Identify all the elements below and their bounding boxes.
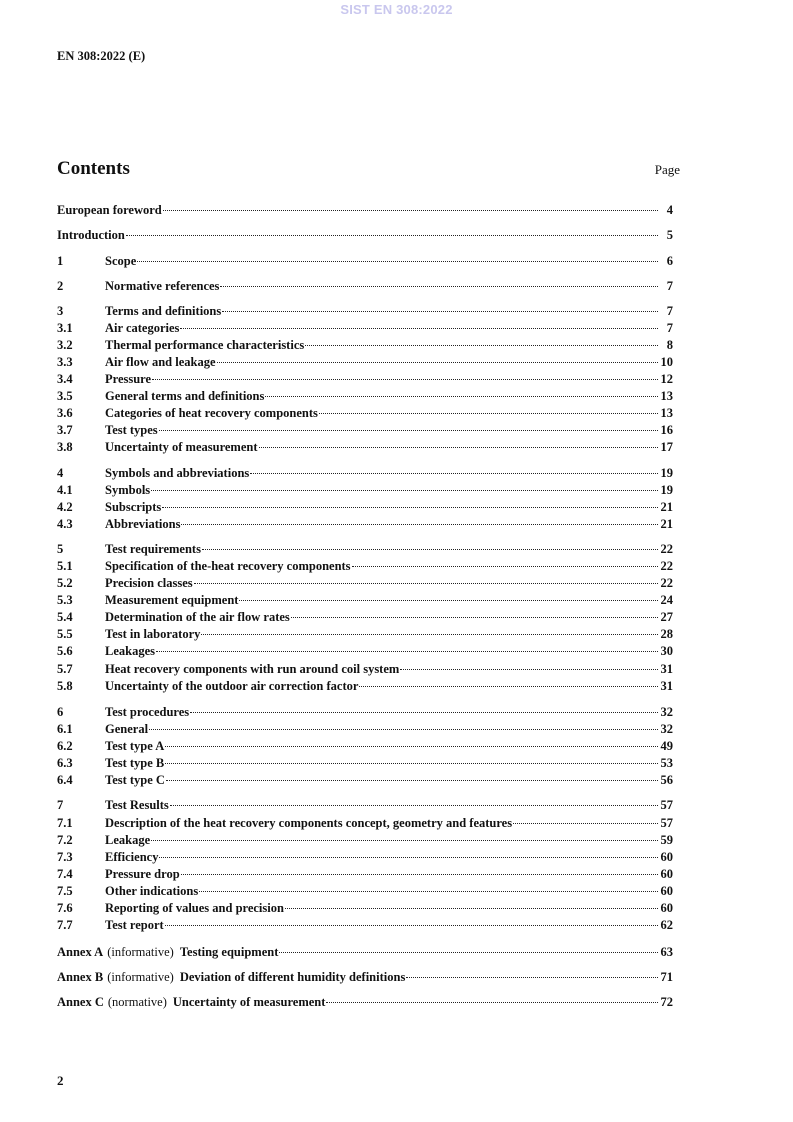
toc-entry-page: 27 — [660, 610, 673, 624]
toc-entry[interactable] — [57, 422, 673, 438]
toc-entry[interactable] — [57, 704, 673, 720]
dot-leader — [137, 261, 658, 262]
dot-leader — [250, 473, 658, 474]
toc-entry-number: 6.3 — [57, 756, 73, 770]
document-id: EN 308:2022 (E) — [57, 49, 146, 63]
toc-entry-page: 4 — [666, 203, 673, 217]
toc-entry-number: 7 — [57, 798, 64, 812]
toc-annex-entry[interactable] — [57, 994, 673, 1010]
toc-entry-number: 7.7 — [57, 918, 73, 932]
dot-leader — [166, 780, 658, 781]
dot-leader — [159, 857, 658, 858]
toc-entry[interactable] — [57, 405, 673, 421]
toc-entry-page: 12 — [660, 372, 673, 386]
toc-entry-page: 5 — [666, 228, 673, 242]
dot-leader — [291, 617, 658, 618]
toc-entry[interactable] — [57, 465, 673, 481]
toc-entry[interactable] — [57, 558, 673, 574]
toc-entry-page: 16 — [660, 423, 673, 437]
dot-leader — [199, 891, 658, 892]
toc-entry-number: 7.1 — [57, 816, 73, 830]
toc-entry-number: 3.4 — [57, 372, 73, 386]
toc-entry[interactable] — [57, 202, 673, 218]
toc-entry-page: 19 — [660, 483, 673, 497]
toc-entry-page: 24 — [660, 593, 673, 607]
dot-leader — [165, 746, 658, 747]
toc-entry-number: 6.4 — [57, 773, 73, 787]
toc-entry-title[interactable]: Subscripts — [105, 500, 162, 514]
toc-entry[interactable] — [57, 354, 673, 370]
toc-entry[interactable] — [57, 320, 673, 336]
dot-leader — [159, 430, 658, 431]
toc-entry-number: 5 — [57, 542, 64, 556]
toc-entry-title[interactable]: Test type A — [105, 739, 165, 753]
dot-leader — [151, 840, 658, 841]
toc-entry-number: 6 — [57, 705, 64, 719]
dot-leader — [222, 311, 658, 312]
dot-leader — [165, 763, 658, 764]
toc-annex-entry[interactable] — [57, 969, 673, 985]
annex-label: Annex B — [57, 970, 104, 984]
toc-entry[interactable] — [57, 772, 673, 788]
toc-entry-title[interactable]: Symbols — [105, 483, 151, 497]
dot-leader — [181, 874, 658, 875]
toc-entry-page: 22 — [660, 559, 673, 573]
toc-entry-page: 60 — [660, 884, 673, 898]
toc-entry-page: 13 — [660, 406, 673, 420]
toc-entry-number: 5.5 — [57, 627, 73, 641]
toc-entry[interactable] — [57, 866, 673, 882]
dot-leader — [359, 686, 658, 687]
toc-entry-title[interactable]: Test type B — [105, 756, 165, 770]
annex-type: (informative) — [107, 970, 174, 984]
toc-entry-number: 3.3 — [57, 355, 73, 369]
toc-entry-title[interactable]: General terms and definitions — [105, 389, 265, 403]
watermark: SIST EN 308:2022 — [340, 2, 453, 17]
toc-entry-number: 7.6 — [57, 901, 73, 915]
dot-leader — [156, 651, 658, 652]
toc-entry-title[interactable]: Thermal performance characteristics — [105, 338, 305, 352]
toc-entry-page: 10 — [660, 355, 673, 369]
toc-entry-page: 30 — [660, 644, 673, 658]
toc-entry[interactable] — [57, 303, 673, 319]
dot-leader — [305, 345, 658, 346]
toc-entry-number: 4.3 — [57, 517, 73, 531]
toc-entry-title[interactable]: Air categories — [105, 321, 180, 335]
toc-entry[interactable] — [57, 815, 673, 831]
toc-entry-page: 7 — [666, 304, 673, 318]
toc-entry-title[interactable]: Uncertainty of measurement — [105, 440, 258, 454]
annex-page: 72 — [660, 995, 673, 1009]
toc-entry[interactable] — [57, 541, 673, 557]
toc-entry-page: 28 — [660, 627, 673, 641]
toc-entry-number: 3.6 — [57, 406, 73, 420]
toc-entry-number: 5.1 — [57, 559, 73, 573]
toc-entry-number: 7.2 — [57, 833, 73, 847]
annex-title[interactable]: Deviation of different humidity definitions — [179, 970, 406, 984]
toc-entry-number: 1 — [57, 254, 64, 268]
toc-entry-title[interactable]: General — [105, 722, 149, 736]
dot-leader — [400, 669, 658, 670]
toc-entry-number: 5.7 — [57, 662, 73, 676]
annex-type: (informative) — [107, 945, 174, 959]
toc-entry[interactable] — [57, 738, 673, 754]
toc-entry-title[interactable]: Air flow and leakage — [105, 355, 216, 369]
toc-entry-page: 17 — [660, 440, 673, 454]
dot-leader — [285, 908, 658, 909]
page-column-label: Page — [654, 162, 680, 177]
toc-entry-page: 56 — [660, 773, 673, 787]
toc-entry-title[interactable]: European foreword — [57, 203, 162, 217]
dot-leader — [202, 549, 658, 550]
toc-entry-title[interactable]: Specification of the-heat recovery components — [105, 559, 351, 573]
toc-entry-page: 13 — [660, 389, 673, 403]
dot-leader — [163, 210, 658, 211]
toc-entry-title[interactable]: Test procedures — [105, 705, 190, 719]
toc-entry-number: 3 — [57, 304, 64, 318]
toc-entry-number: 5.6 — [57, 644, 73, 658]
toc-entry-number: 4.1 — [57, 483, 73, 497]
toc-entry-title[interactable]: Test types — [105, 423, 158, 437]
toc-entry-page: 31 — [660, 679, 673, 693]
toc-entry[interactable] — [57, 337, 673, 353]
toc-entry[interactable] — [57, 371, 673, 387]
toc-entry[interactable] — [57, 482, 673, 498]
toc-entry-title[interactable]: Pressure — [105, 372, 152, 386]
dot-leader — [220, 286, 658, 287]
dot-leader — [194, 583, 658, 584]
dot-leader — [217, 362, 658, 363]
annex-page: 71 — [660, 970, 673, 984]
toc-entry[interactable] — [57, 626, 673, 642]
toc-entry-title[interactable]: Symbols and abbreviations — [105, 466, 250, 480]
dot-leader — [201, 634, 658, 635]
toc-entry-title[interactable]: Efficiency — [105, 850, 159, 864]
toc-entry-number: 3.8 — [57, 440, 73, 454]
toc-entry-title[interactable]: Test type C — [105, 773, 165, 787]
dot-leader — [151, 490, 658, 491]
toc-entry-page: 62 — [660, 918, 673, 932]
toc-entry[interactable] — [57, 661, 673, 677]
page-number: 2 — [57, 1073, 64, 1088]
toc-entry-page: 7 — [666, 279, 673, 293]
toc-entry[interactable] — [57, 797, 673, 813]
toc-entry-title[interactable]: Test requirements — [105, 542, 201, 556]
toc-entry[interactable] — [57, 900, 673, 916]
toc-entry-number: 4.2 — [57, 500, 73, 514]
toc-entry-page: 53 — [660, 756, 673, 770]
dot-leader — [239, 600, 658, 601]
dot-leader — [259, 447, 658, 448]
toc-entry-page: 19 — [660, 466, 673, 480]
toc-entry[interactable] — [57, 278, 673, 294]
toc-entry[interactable] — [57, 643, 673, 659]
toc-entry-title[interactable]: Terms and definitions — [105, 304, 222, 318]
toc-entry-number: 3.2 — [57, 338, 73, 352]
toc-entry[interactable] — [57, 388, 673, 404]
dot-leader — [319, 413, 658, 414]
contents-title: Contents — [57, 158, 130, 179]
toc-entry[interactable] — [57, 253, 673, 269]
toc-entry-title[interactable]: Abbreviations — [105, 517, 181, 531]
contents-header — [57, 158, 680, 180]
dot-leader — [126, 235, 658, 236]
toc-entry[interactable] — [57, 575, 673, 591]
toc-entry-number: 5.2 — [57, 576, 73, 590]
dot-leader — [162, 507, 658, 508]
toc-entry-page: 60 — [660, 850, 673, 864]
toc-entry-page: 8 — [666, 338, 673, 352]
annex-title[interactable]: Uncertainty of measurement — [172, 995, 326, 1009]
toc-entry[interactable] — [57, 516, 673, 532]
toc-entry[interactable] — [57, 883, 673, 899]
toc-entry-title[interactable]: Test Results — [105, 798, 169, 812]
toc-entry-page: 22 — [660, 542, 673, 556]
toc-entry-page: 57 — [660, 798, 673, 812]
toc-entry-number: 5.3 — [57, 593, 73, 607]
toc-entry-page: 60 — [660, 901, 673, 915]
toc-entry-number: 5.8 — [57, 679, 73, 693]
toc-entry-page: 59 — [660, 833, 673, 847]
toc-entry-number: 6.1 — [57, 722, 73, 736]
toc-entry[interactable] — [57, 609, 673, 625]
toc-entry-page: 57 — [660, 816, 673, 830]
toc-entry[interactable] — [57, 499, 673, 515]
toc-entry-number: 3.5 — [57, 389, 73, 403]
dot-leader — [265, 396, 658, 397]
dot-leader — [149, 729, 658, 730]
toc-entry-number: 3.1 — [57, 321, 73, 335]
toc-entry-number: 7.4 — [57, 867, 73, 881]
toc-entry[interactable] — [57, 721, 673, 737]
toc-entry[interactable] — [57, 592, 673, 608]
toc-entry-number: 5.4 — [57, 610, 73, 624]
toc-entry-page: 31 — [660, 662, 673, 676]
dot-leader — [180, 328, 658, 329]
toc-entry-title[interactable]: Pressure drop — [105, 867, 180, 881]
toc-entry-number: 7.5 — [57, 884, 73, 898]
toc-entry-title[interactable]: Leakage — [105, 833, 151, 847]
toc-entry-title[interactable]: Reporting of values and precision — [105, 901, 284, 915]
dot-leader — [513, 823, 658, 824]
toc-entry[interactable] — [57, 227, 673, 243]
toc-entry-title[interactable]: Test report — [105, 918, 164, 932]
toc-entry[interactable] — [57, 439, 673, 455]
toc-entry-page: 32 — [660, 705, 673, 719]
dot-leader — [170, 805, 658, 806]
dot-leader — [406, 977, 658, 978]
dot-leader — [352, 566, 658, 567]
annex-title[interactable]: Testing equipment — [179, 945, 279, 959]
toc-entry-page: 21 — [660, 517, 673, 531]
toc-entry-number: 4 — [57, 466, 64, 480]
annex-page: 63 — [660, 945, 673, 959]
toc-annex-entry[interactable] — [57, 944, 673, 960]
toc-entry[interactable] — [57, 832, 673, 848]
dot-leader — [190, 712, 658, 713]
toc-entry-title[interactable]: Uncertainty of the outdoor air correction factor — [105, 679, 359, 693]
toc-entry-page: 7 — [666, 321, 673, 335]
toc-entry-title[interactable]: Categories of heat recovery components — [105, 406, 318, 420]
toc-entry-page: 32 — [660, 722, 673, 736]
toc-entry-number: 7.3 — [57, 850, 73, 864]
toc-entry-title[interactable]: Heat recovery components with run around coil system — [105, 662, 400, 676]
toc-entry-page: 6 — [666, 254, 673, 268]
toc-entry-title[interactable]: Measurement equipment — [105, 593, 239, 607]
toc-entry-page: 22 — [660, 576, 673, 590]
toc-entry[interactable] — [57, 755, 673, 771]
annex-type: (normative) — [107, 995, 167, 1009]
toc-entry-title[interactable]: Test in laboratory — [105, 627, 201, 641]
toc-entry-number: 2 — [57, 279, 64, 293]
toc-entry-title[interactable]: Introduction — [57, 228, 125, 242]
dot-leader — [165, 925, 658, 926]
toc-entry-page: 60 — [660, 867, 673, 881]
toc-entry-title[interactable]: Other indications — [105, 884, 199, 898]
toc-entry-title[interactable]: Determination of the air flow rates — [105, 610, 290, 624]
toc-entry-page: 49 — [660, 739, 673, 753]
toc-entry-page: 21 — [660, 500, 673, 514]
toc-entry-title[interactable]: Normative references — [105, 279, 220, 293]
dot-leader — [181, 524, 658, 525]
toc-entry-title[interactable]: Leakages — [105, 644, 155, 658]
toc-entry-title[interactable]: Precision classes — [105, 576, 193, 590]
dot-leader — [279, 952, 658, 953]
toc-entry-title[interactable]: Scope — [105, 254, 137, 268]
toc-entry-number: 6.2 — [57, 739, 73, 753]
toc-entry-title[interactable]: Description of the heat recovery components concept, geometry and features — [105, 816, 513, 830]
dot-leader — [152, 379, 658, 380]
annex-label: Annex A — [57, 945, 104, 959]
toc-entry-number: 3.7 — [57, 423, 73, 437]
annex-label: Annex C — [57, 995, 104, 1009]
dot-leader — [326, 1002, 658, 1003]
toc-entry[interactable] — [57, 849, 673, 865]
toc-entry[interactable] — [57, 917, 673, 933]
toc-entry[interactable] — [57, 678, 673, 694]
